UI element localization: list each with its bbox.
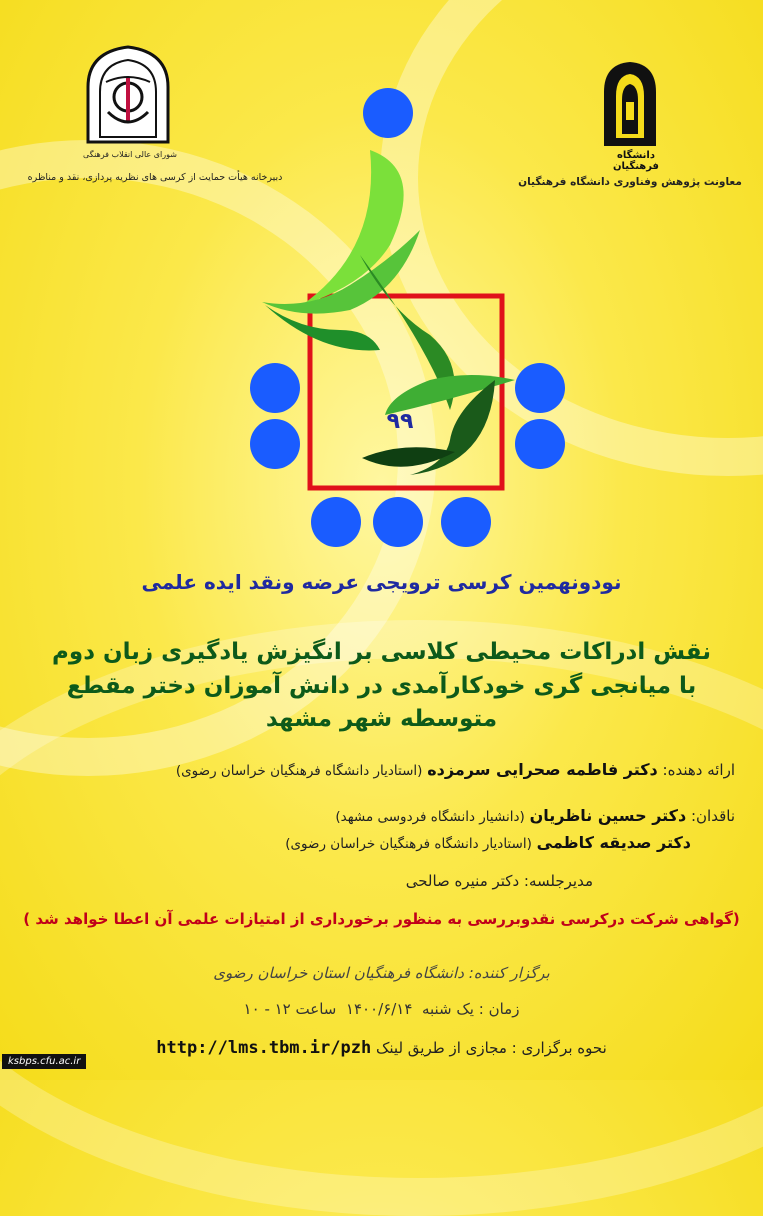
series-title: نودونهمین کرسی ترویجی عرضه ونقد ایده علمی: [141, 570, 622, 594]
chair-99-emblem: [240, 80, 580, 555]
critic-row: [285, 833, 691, 852]
council-logo-caption: شورای عالی انقلاب فرهنگی: [83, 150, 177, 159]
session-link[interactable]: http://lms.tbm.ir/pzh: [156, 1038, 372, 1058]
moderator-row: [406, 872, 593, 890]
time-day: یک شنبه: [421, 1000, 474, 1018]
emblem-dot: [250, 419, 300, 469]
presenter-row: [176, 760, 735, 779]
site-watermark: ksbps.cfu.ac.ir: [2, 1054, 86, 1069]
research-deputy-caption: معاونت پژوهش وفناوری دانشگاه فرهنگیان: [518, 176, 742, 188]
certificate-note: (گواهی شرکت درکرسی نقدوبررسی به منظور برخورداری از امتیازات علمی آن اعطا خواهد شد ): [23, 910, 740, 928]
critic-row: [335, 806, 735, 825]
council-caption: دبیرخانه هیأت حمایت از کرسی های نظریه پردازی، نقد و مناظره: [27, 172, 283, 183]
time-date: ۱۴۰۰/۶/۱۴: [345, 1000, 413, 1018]
emblem-dot: [373, 497, 423, 547]
event-title-line-2: با میانجی گری خودکارآمدی در دانش آموزان دختر مقطع: [66, 673, 697, 699]
critics-label: ناقدان:: [690, 807, 735, 825]
format-label: نحوه برگزاری : مجازی از طریق لینک: [375, 1039, 607, 1057]
event-title-line-3: متوسطه شهر مشهد: [265, 706, 498, 732]
event-title-line-1: نقش ادراکات محیطی کلاسی بر انگیزش یادگیری زبان دوم: [52, 639, 711, 665]
presenter-affiliation: (استادیار دانشگاه فرهنگیان خراسان رضوی): [175, 763, 423, 779]
emblem-number: ۹۹: [386, 409, 414, 434]
critic-name: دکتر صدیقه کاظمی: [536, 833, 691, 852]
time-hour: ساعت ۱۲ - ۱۰: [243, 1000, 337, 1018]
emblem-dot: [250, 363, 300, 413]
moderator-label: مدیرجلسه:: [523, 872, 593, 890]
format-row: [20, 1038, 743, 1058]
time-label: زمان :: [478, 1000, 520, 1018]
farhangian-logo-text: دانشگاه فرهنگیان: [613, 150, 659, 172]
time-row: [20, 1000, 743, 1018]
council-logo: [78, 42, 178, 152]
farhangian-university-logo: [596, 58, 664, 150]
moderator-name: دکتر منیره صالحی: [405, 872, 520, 890]
organizer-row: [20, 964, 743, 982]
critic-affiliation: (دانشیار دانشگاه فردوسی مشهد): [335, 809, 525, 825]
presenter-name: دکتر فاطمه صحرایی سرمزده: [427, 760, 658, 779]
critic-affiliation: (استادیار دانشگاه فرهنگیان خراسان رضوی): [285, 836, 532, 852]
critic-name: دکتر حسین ناظریان: [529, 806, 687, 825]
emblem-dot: [311, 497, 361, 547]
emblem-dot: [363, 88, 413, 138]
presenter-label: ارائه دهنده:: [662, 761, 735, 779]
emblem-dot: [515, 419, 565, 469]
emblem-dot: [441, 497, 491, 547]
organizer-label: برگزار کننده:: [468, 964, 550, 982]
organizer-value: دانشگاه فرهنگیان استان خراسان رضوی: [213, 964, 464, 982]
emblem-dot: [515, 363, 565, 413]
